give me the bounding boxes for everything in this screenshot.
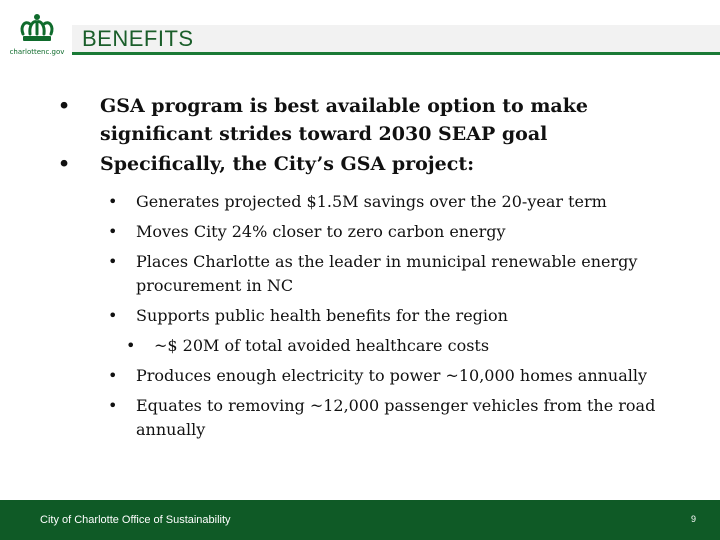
bullet-text: Produces enough electricity to power ~10,000 homes annually: [136, 366, 648, 385]
bullet-glyph: •: [108, 222, 118, 241]
slide-footer: [0, 500, 720, 540]
bullet-text: ~$ 20M of total avoided healthcare costs: [154, 336, 490, 355]
sub-bullet-item: [108, 364, 688, 388]
bullet-glyph: •: [108, 252, 118, 271]
bullet-glyph: •: [108, 366, 118, 385]
bullet-item: [58, 150, 658, 178]
slide-title: BENEFITS: [82, 26, 194, 51]
bullet-glyph: •: [126, 336, 136, 355]
bullet-glyph: •: [108, 396, 118, 415]
bullet-text: Specifically, the City’s GSA project:: [100, 153, 475, 175]
sub-sub-bullet-item: [126, 334, 686, 358]
bullet-text: Equates to removing ~12,000 passenger vehicles from the road annually: [136, 396, 656, 439]
bullet-text: GSA program is best available option to make significant strides toward 2030 SEAP goal: [100, 95, 588, 145]
sub-bullet-item: [108, 220, 688, 244]
footer-text: City of Charlotte Office of Sustainability: [40, 514, 231, 526]
sub-bullet-item: [108, 304, 688, 328]
bullet-text: Generates projected $1.5M savings over the 20-year term: [136, 192, 607, 211]
bullet-item: [58, 92, 658, 148]
bullet-glyph: •: [58, 95, 71, 117]
sub-bullet-item: [108, 250, 688, 298]
page-number: 9: [690, 514, 696, 524]
sub-bullet-item: [108, 190, 688, 214]
bullet-glyph: •: [108, 306, 118, 325]
logo-text: charlottenc.gov: [9, 48, 65, 56]
sub-bullet-item: [108, 394, 688, 442]
bullet-text: Places Charlotte as the leader in municipal renewable energy procurement in NC: [136, 252, 638, 295]
bullet-text: Moves City 24% closer to zero carbon energy: [136, 222, 506, 241]
bullet-glyph: •: [58, 153, 71, 175]
bullet-glyph: •: [108, 192, 118, 211]
bullet-text: Supports public health benefits for the region: [136, 306, 508, 325]
